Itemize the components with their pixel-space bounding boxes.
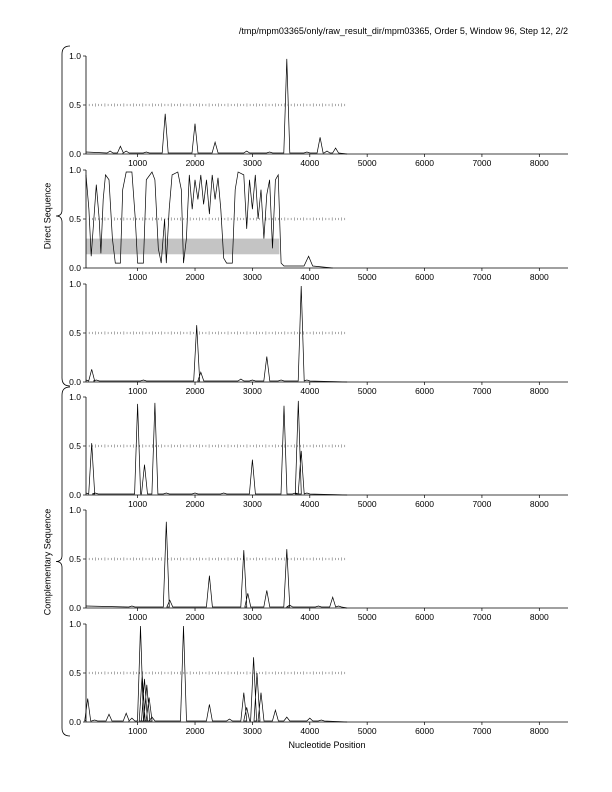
x-tick-label: 5000	[357, 612, 377, 622]
x-tick-label: 7000	[472, 612, 492, 622]
x-tick-label: 4000	[300, 272, 320, 282]
x-tick-label: 2000	[185, 272, 205, 282]
x-tick-label: 7000	[472, 726, 492, 736]
x-tick-label: 3000	[242, 612, 262, 622]
x-tick-label: 8000	[529, 158, 549, 168]
x-tick-label: 1000	[128, 612, 148, 622]
y-tick-label: 1.0	[69, 165, 81, 175]
x-tick-label: 4000	[300, 726, 320, 736]
direct-sequence-label: Direct Sequence	[41, 182, 52, 250]
y-tick-label: 1.0	[69, 619, 81, 629]
x-tick-label: 5000	[357, 272, 377, 282]
x-tick-label: 2000	[185, 612, 205, 622]
x-tick-label: 4000	[300, 612, 320, 622]
x-tick-label: 1000	[128, 158, 148, 168]
x-tick-label: 6000	[415, 612, 435, 622]
y-tick-label: 0.0	[69, 263, 81, 273]
y-tick-label: 1.0	[69, 392, 81, 402]
x-tick-label: 8000	[529, 499, 549, 509]
x-tick-label: 2000	[185, 499, 205, 509]
y-tick-label: 0.0	[69, 490, 81, 500]
x-tick-label: 8000	[529, 272, 549, 282]
x-tick-label: 8000	[529, 612, 549, 622]
panel-direct-frame-1	[69, 51, 568, 168]
y-tick-label: 1.0	[69, 279, 81, 289]
series-line	[86, 522, 347, 608]
series-line	[86, 59, 347, 154]
x-tick-label: 5000	[357, 726, 377, 736]
x-axis-label: Nucleotide Position	[288, 740, 366, 750]
x-tick-label: 6000	[415, 158, 435, 168]
panel-complementary-frame-2	[69, 505, 568, 622]
x-tick-label: 6000	[415, 272, 435, 282]
x-tick-label: 3000	[242, 726, 262, 736]
panel-direct-frame-3	[69, 279, 568, 396]
x-tick-label: 1000	[128, 726, 148, 736]
x-tick-label: 4000	[300, 499, 320, 509]
x-tick-label: 1000	[128, 499, 148, 509]
panel-complementary-frame-1	[69, 392, 568, 509]
x-tick-label: 7000	[472, 499, 492, 509]
y-tick-label: 0.0	[69, 717, 81, 727]
x-tick-label: 2000	[185, 386, 205, 396]
x-tick-label: 5000	[357, 158, 377, 168]
x-tick-label: 2000	[185, 158, 205, 168]
y-tick-label: 0.5	[69, 214, 81, 224]
y-tick-label: 0.5	[69, 554, 81, 564]
y-tick-label: 0.5	[69, 668, 81, 678]
x-tick-label: 3000	[242, 386, 262, 396]
x-tick-label: 1000	[128, 272, 148, 282]
x-tick-label: 4000	[300, 386, 320, 396]
x-tick-label: 3000	[242, 499, 262, 509]
y-tick-label: 0.0	[69, 377, 81, 387]
y-tick-label: 1.0	[69, 51, 81, 61]
y-tick-label: 0.5	[69, 328, 81, 338]
panel-direct-frame-2	[69, 165, 568, 282]
y-tick-label: 0.5	[69, 441, 81, 451]
x-tick-label: 7000	[472, 386, 492, 396]
x-tick-label: 3000	[242, 158, 262, 168]
x-tick-label: 8000	[529, 386, 549, 396]
x-tick-label: 6000	[415, 726, 435, 736]
x-tick-label: 1000	[128, 386, 148, 396]
direct-sequence-brace	[56, 46, 70, 386]
x-tick-label: 7000	[472, 272, 492, 282]
y-tick-label: 0.0	[69, 603, 81, 613]
x-tick-label: 7000	[472, 158, 492, 168]
x-tick-label: 5000	[357, 499, 377, 509]
x-tick-label: 2000	[185, 726, 205, 736]
complementary-sequence-label: Complementary Sequence	[41, 508, 52, 616]
y-tick-label: 1.0	[69, 505, 81, 515]
x-tick-label: 8000	[529, 726, 549, 736]
series-line	[86, 401, 347, 495]
y-tick-label: 0.0	[69, 149, 81, 159]
x-tick-label: 6000	[415, 386, 435, 396]
series-line	[86, 286, 347, 382]
x-tick-label: 3000	[242, 272, 262, 282]
x-tick-label: 5000	[357, 386, 377, 396]
figure-header: /tmp/mpm03365/only/raw_result_dir/mpm03365, Order 5, Window 96, Step 12, 2/2	[238, 26, 568, 36]
panel-complementary-frame-3	[69, 619, 568, 736]
x-tick-label: 4000	[300, 158, 320, 168]
y-tick-label: 0.5	[69, 100, 81, 110]
complementary-sequence-brace	[56, 387, 70, 736]
x-tick-label: 6000	[415, 499, 435, 509]
